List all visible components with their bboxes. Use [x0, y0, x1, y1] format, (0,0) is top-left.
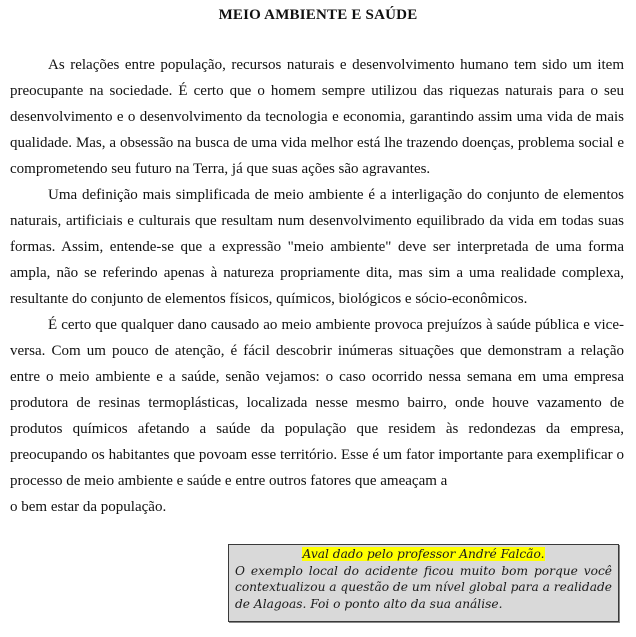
document-body	[10, 52, 624, 520]
teacher-comment-box	[228, 544, 619, 622]
comment-heading-highlight: Aval dado pelo professor André Falcão.	[302, 547, 545, 561]
document-title: MEIO AMBIENTE E SAÚDE	[218, 7, 418, 23]
paragraph-3-final-line: o bem estar da população.	[10, 499, 167, 515]
comment-body: O exemplo local do acidente ficou muito bom porque você contextualizou a questão de um nível global para a realidade de Alagoas. Foi o ponto alto da sua análise.	[235, 563, 612, 611]
paragraph-1: As relações entre população, recursos naturais e desenvolvimento humano tem sido um item preocupante na sociedade. É certo que o homem sempre utilizou das riquezas naturais para o seu desenvolvimento e o desenvolvimento da tecnologia e economia, garantindo assim uma vida de mais qualidade. Mas, a obsessão na busca de uma vida melhor está lhe trazendo doenças, problema social e comprometendo seu futuro na Terra, já que suas ações são agravantes.	[10, 57, 624, 177]
paragraph-3: É certo que qualquer dano causado ao meio ambiente provoca prejuízos à saúde pública e vice-versa. Com um pouco de atenção, é fácil descobrir inúmeras situações que demonstram a relação entre o meio ambiente e a saúde, senão vejamos: o caso ocorrido nessa semana em uma empresa produtora de resinas termoplásticas, localizada nesse mesmo bairro, onde houve vazamento de produtos químicos afetando a saúde da população que residem às redondezas da empresa, preocupando os habitantes que povoam esse território. Esse é um fator importante para exemplificar o processo de meio ambiente e saúde e entre outros fatores que ameaçam a	[10, 317, 624, 489]
paragraph-2: Uma definição mais simplificada de meio ambiente é a interligação do conjunto de elementos naturais, artificiais e culturais que resultam num desenvolvimento equilibrado da vida em todas suas formas. Assim, entende-se que a expressão "meio ambiente" deve ser interpretada de uma forma ampla, não se referindo apenas à natureza propriamente dita, mas sim a uma realidade complexa, resultante do conjunto de elementos físicos, químicos, biológicos e sócio-econômicos.	[10, 187, 624, 307]
comment-heading	[235, 546, 612, 563]
